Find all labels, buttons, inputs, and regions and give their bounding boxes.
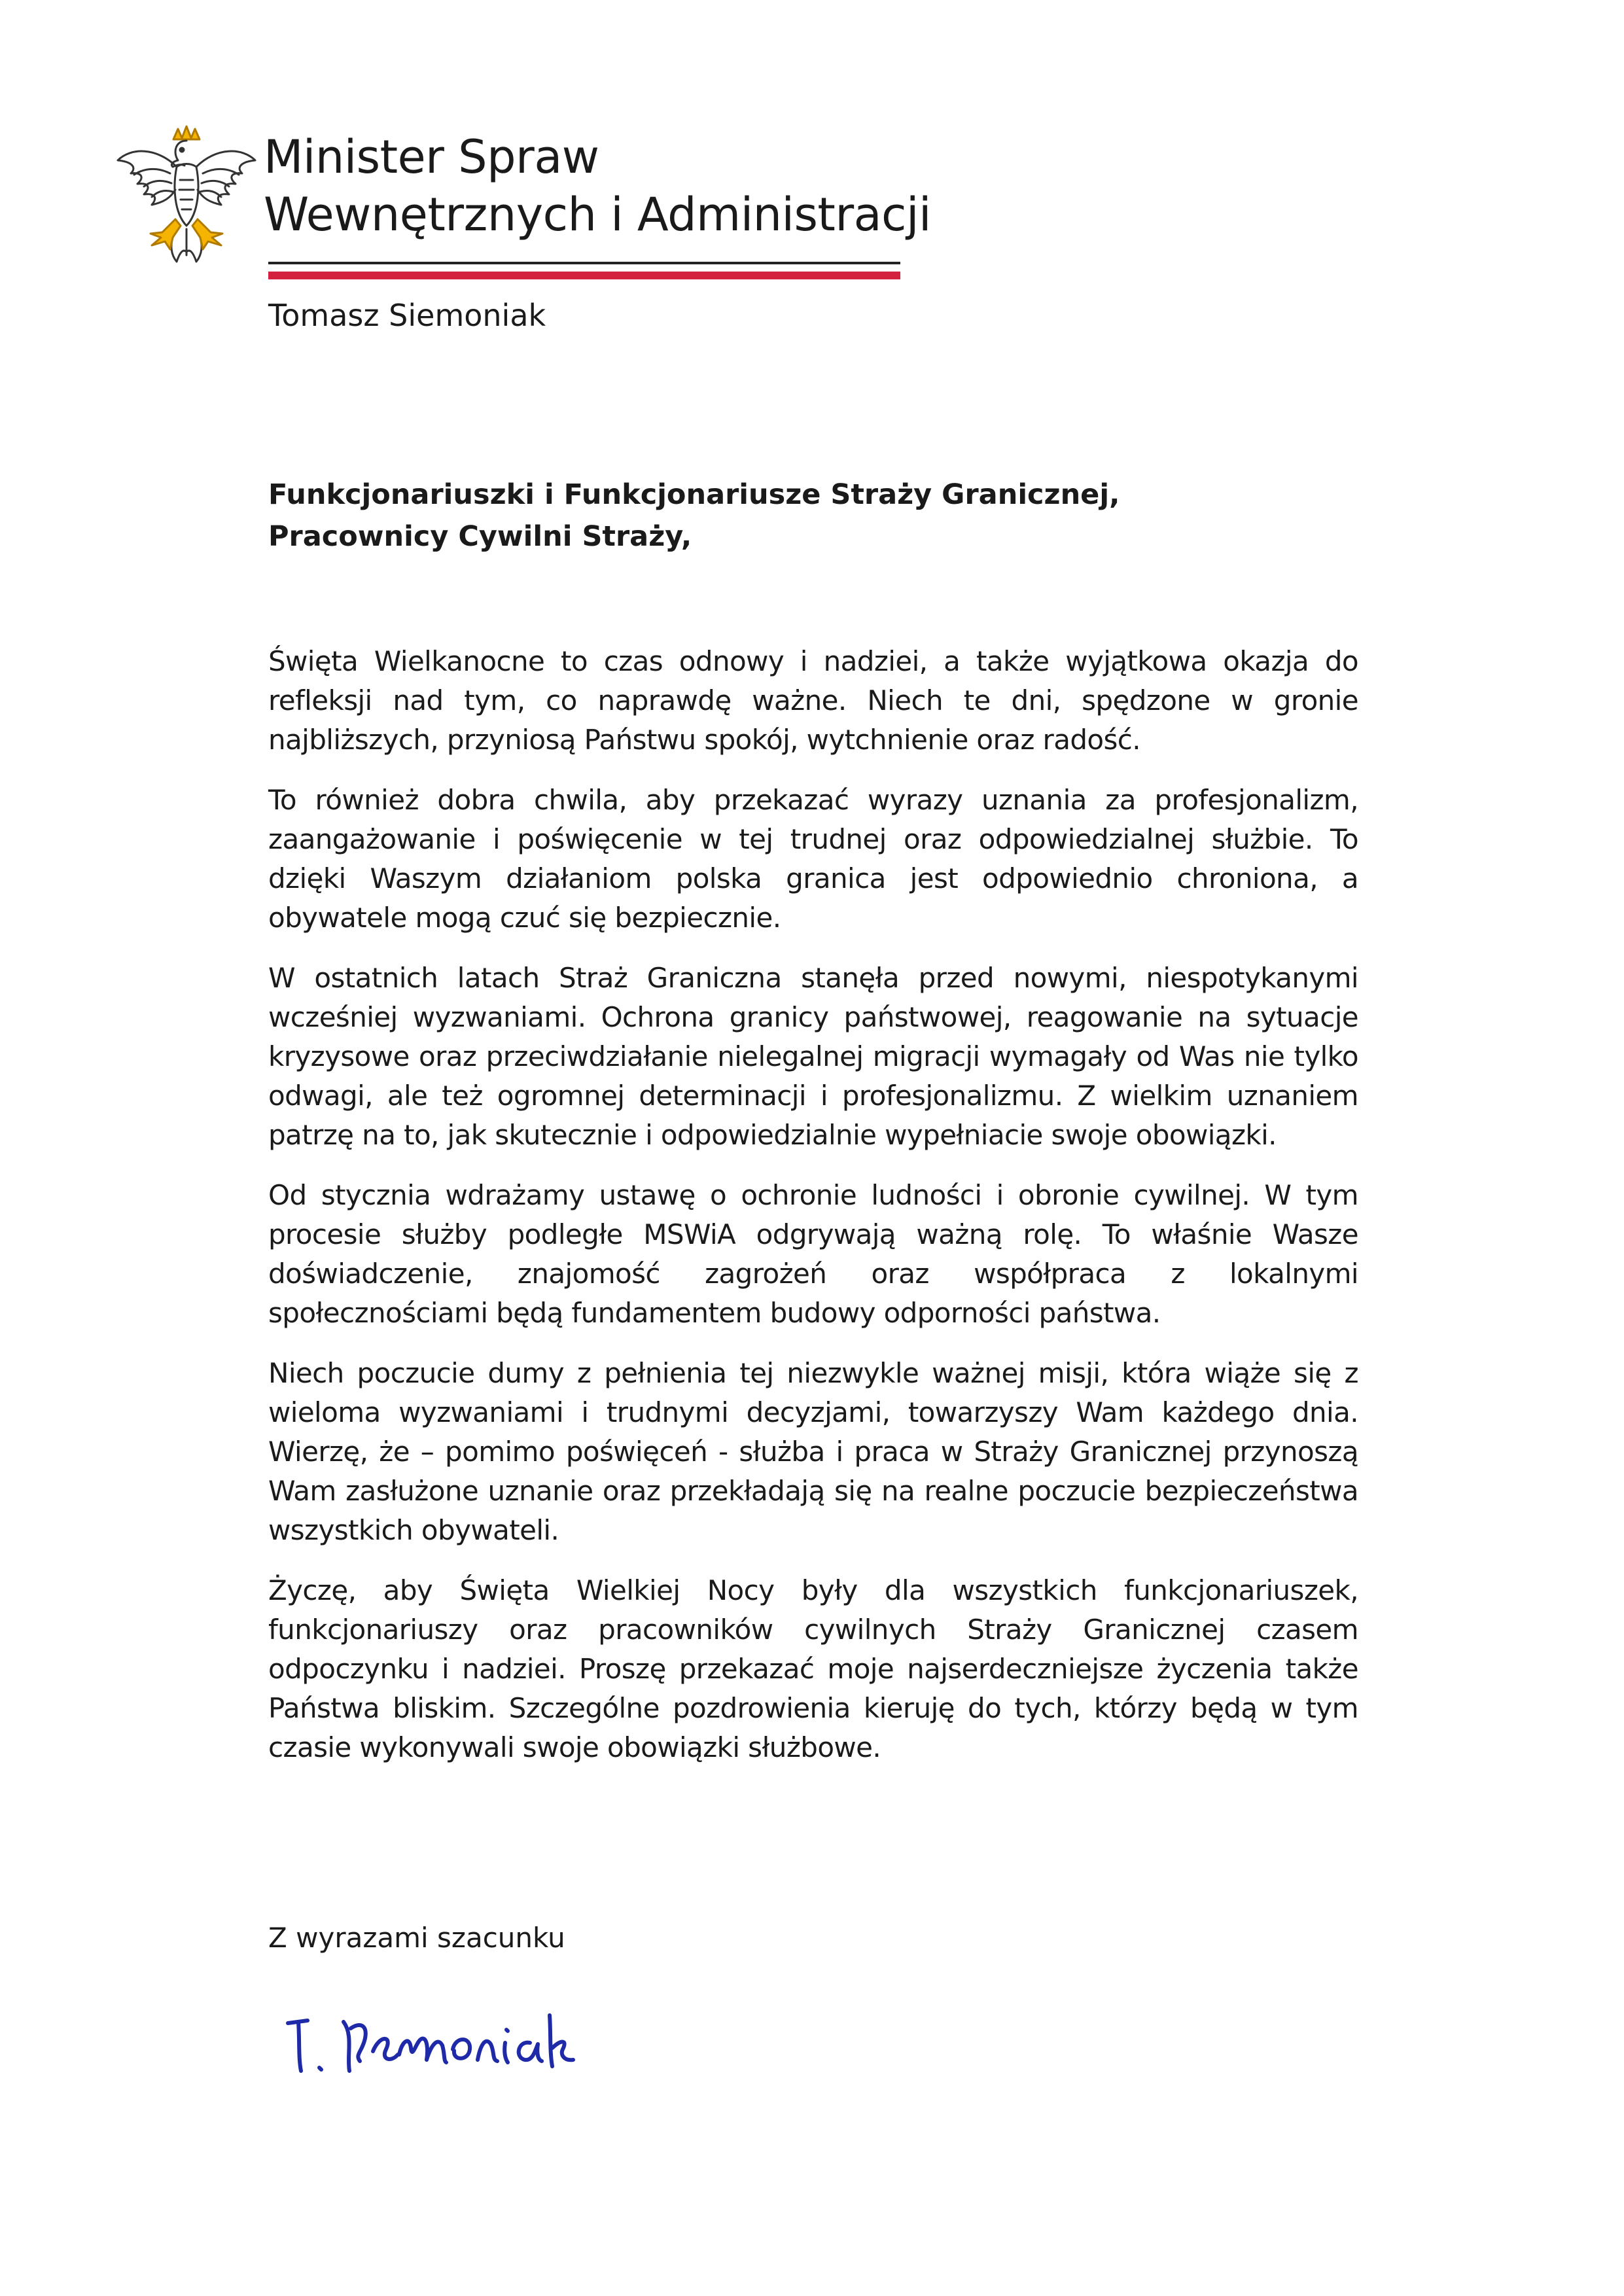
paragraph: To również dobra chwila, aby przekazać wyrazy uznania za profesjonalizm, zaangażowanie i poświęcenie w tej trudnej oraz odpowiedzialnej służbie. To dzięki Waszym działaniom polska granica jest odpowiednio chroniona, a obywatele mogą czuć się bezpiecznie. xyxy=(268,784,1358,934)
minister-name: Tomasz Siemoniak xyxy=(268,298,546,333)
ministry-name-line1: Minister Spraw xyxy=(264,130,599,184)
header-divider-red xyxy=(268,272,900,279)
paragraph: W ostatnich latach Straż Graniczna stanęła przed nowymi, niespotykanymi wcześniej wyzwaniami. Ochrona granicy państwowej, reagowanie na sytuacje kryzysowe oraz przeciwdziałanie nielegalnej migracji wymagały od Was nie tylko odwagi, ale też ogromnej determinacji i profesjonalizmu. Z wielkim uznaniem patrzę na to, jak skutecznie i odpowiedzialnie wypełniacie swoje obowiązki. xyxy=(268,962,1358,1151)
polish-eagle-emblem-icon xyxy=(105,121,268,285)
signature-icon xyxy=(281,1989,648,2087)
paragraph: Życzę, aby Święta Wielkiej Nocy były dla wszystkich funkcjonariuszek, funkcjonariuszy oraz pracowników cywilnych Straży Granicznej czasem odpoczynku i nadziei. Proszę przekazać moje najserdeczniejsze życzenia także Państwa bliskim. Szczególne pozdrowienia kieruję do tych, którzy będą w tym czasie wykonywali swoje obowiązki służbowe. xyxy=(268,1574,1358,1763)
salutation-line2: Pracownicy Cywilni Straży, xyxy=(268,520,692,553)
salutation-line1: Funkcjonariuszki i Funkcjonariusze Straży Granicznej, xyxy=(268,478,1120,511)
header-divider-black xyxy=(268,262,900,264)
paragraph: Od stycznia wdrażamy ustawę o ochronie ludności i obronie cywilnej. W tym procesie służby podległe MSWiA odgrywają ważną rolę. To właśnie Wasze doświadczenie, znajomość zagrożeń oraz współpraca z lokalnymi społecznościami będą fundamentem budowy odporności państwa. xyxy=(268,1179,1358,1329)
ministry-name xyxy=(264,128,983,243)
letter-body xyxy=(268,642,1358,1788)
closing-phrase: Z wyrazami szacunku xyxy=(268,1922,565,1954)
paragraph: Święta Wielkanocne to czas odnowy i nadziei, a także wyjątkowa okazja do refleksji nad tym, co naprawdę ważne. Niech te dni, spędzone w gronie najbliższych, przyniosą Państwu spokój, wytchnienie oraz radość. xyxy=(268,645,1358,756)
salutation xyxy=(268,474,1120,557)
paragraph: Niech poczucie dumy z pełnienia tej niezwykle ważnej misji, która wiąże się z wieloma wyzwaniami i trudnymi decyzjami, towarzyszy Wam każdego dnia. Wierzę, że – pomimo poświęceń - służba i praca w Straży Granicznej przynoszą Wam zasłużone uznanie oraz przekładają się na realne poczucie bezpieczeństwa wszystkich obywateli. xyxy=(268,1357,1358,1546)
ministry-name-line2: Wewnętrznych i Administracji xyxy=(264,188,931,241)
